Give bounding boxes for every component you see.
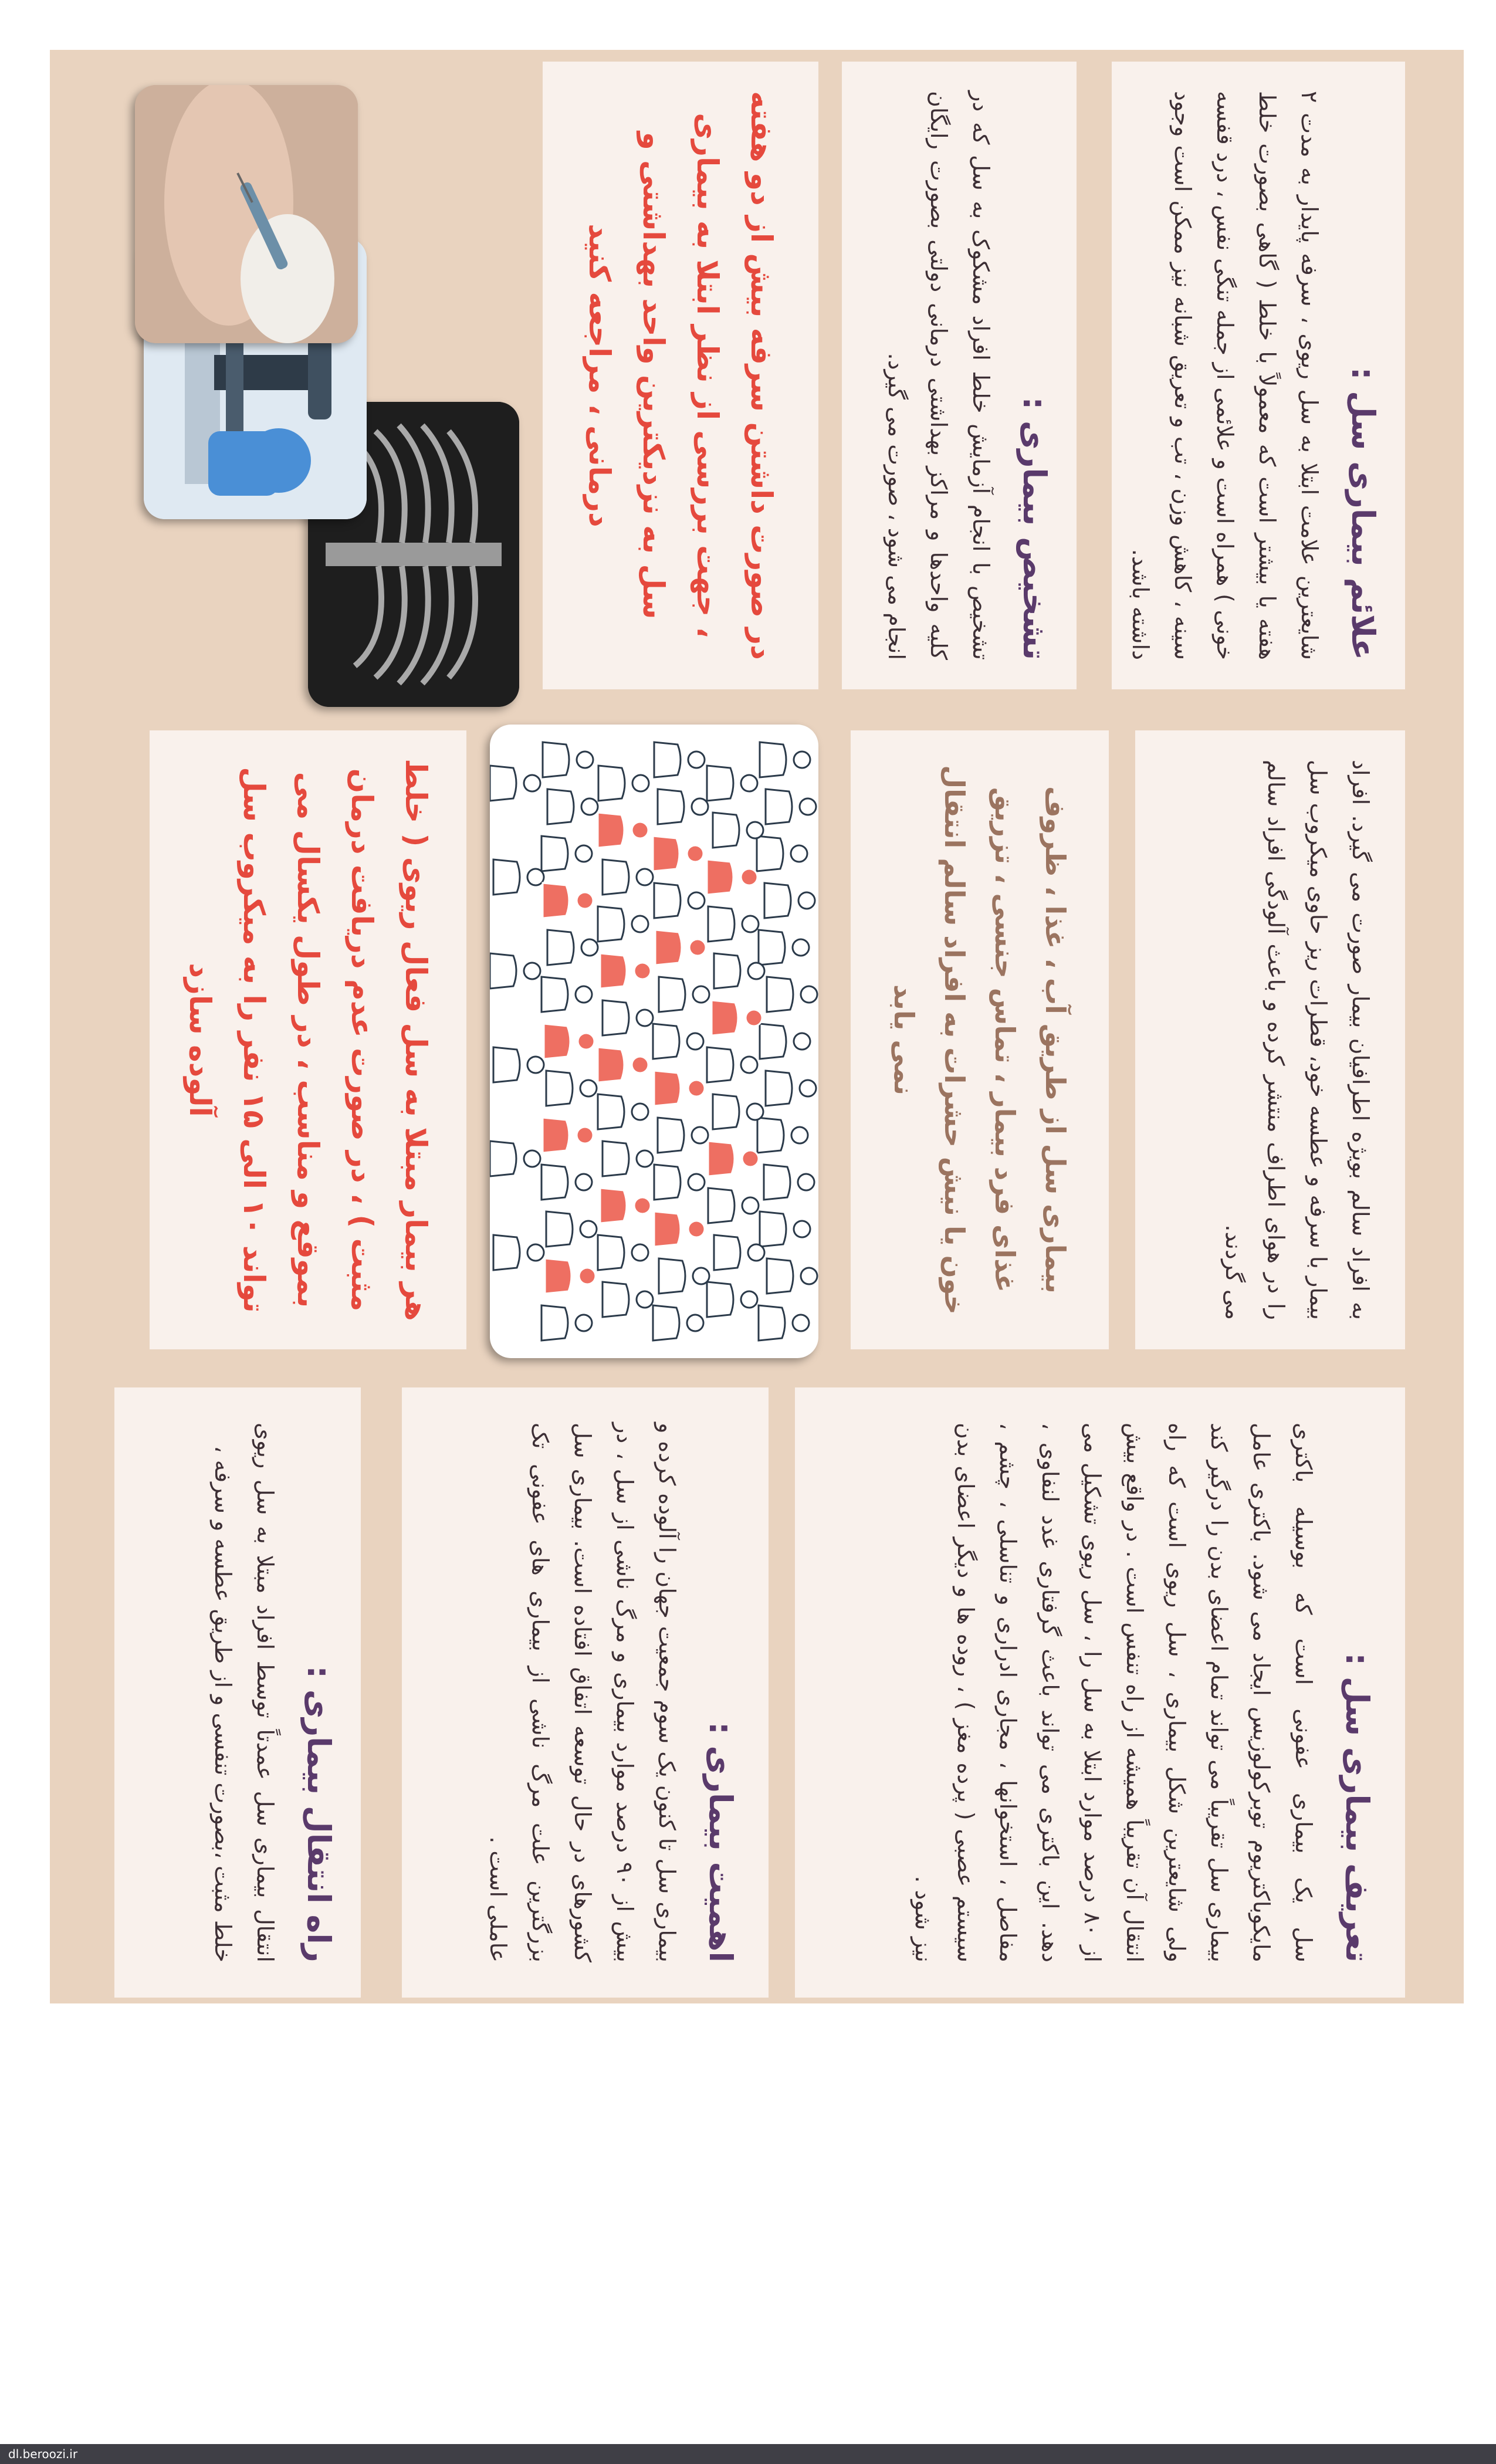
transmission-title: راه انتقال بیماری : bbox=[300, 1666, 337, 1962]
transmission-body: انتقال بیماری سل عمدتاً توسط افراد مبتلا به سل ریوی خلط مثبت ،بصورت تنفسی و از طریق عطسه و سرفه ، bbox=[210, 1423, 278, 1962]
infectivity-panel bbox=[150, 730, 466, 1349]
importance-title: اهمیت بیماری : bbox=[702, 1722, 739, 1962]
transmission-continued-panel bbox=[1135, 730, 1405, 1349]
diagnosis-title: تشخیص بیماری : bbox=[1016, 397, 1053, 660]
transmission-panel bbox=[114, 1387, 361, 1998]
not-transmitted-panel bbox=[851, 730, 1109, 1349]
brochure-content bbox=[50, 50, 1464, 2003]
importance-body: بیماری سل تا کنون یک سوم جمعیت جهان را آلوده کرده و بیش از ۹۰ درصد موارد بیماری و مرگ ناشی از سل ، در کشورهای در حال توسعه اتفاق افتاده است. بیماری سل بزرگترین علت مرگ ناشی از بیماری های عفونی تک عاملی است . bbox=[485, 1423, 680, 1962]
diagnosis-panel bbox=[842, 62, 1077, 689]
symptoms-panel bbox=[1112, 62, 1405, 689]
not-transmitted-text: بیماری سل از طریق آب ، غذا ، ظروف غذای فرد بیمار ، تماس جنسی ، تزریق خون یا نیش حشرات به افراد سالم انتقال نمی یابد bbox=[888, 765, 1071, 1315]
injection-photo bbox=[135, 85, 358, 343]
infectivity-text: هر بیمار مبتلا به سل فعال ریوی ( خلط مثبت ) ، در صورت عدم دریافت درمان بموقع و مناسب ، در طول یکسال می تواند ۱۰ الی ۱۵ نفر را به میکروب سل آلوده سازد bbox=[183, 759, 433, 1321]
definition-body: سل یک بیماری عفونی است که بوسیله باکتری مایکوباکتریوم توبرکولوزیس ایجاد می شود. باکتری عامل بیماری سل تقریباً می تواند تمام اعضای بدن را درگیر کند ولی شایعترین شکل بیماری ، سل ریوی است که راه انتقال آن تقریباً همیشه از راه تنفس است . در واقع بیش از ۸۰ درصد موارد ابتلا به سل را ، سل ریوی تشکیل می دهد. این باکتری می تواند باعث گرفتاری غدد لنفاوی ، مفاصل ، استخوانها ، مجاری ادراری و تناسلی ، چشم ، سیستم عصبی ( پرده مغز ) ، روده ها و دیگر اعضای بدن نیز شود . bbox=[911, 1423, 1316, 1962]
definition-panel bbox=[795, 1387, 1405, 1998]
transmission-continued-body: به افراد سالم بویژه اطرافیان بیمار صورت می گیرد. افراد بیمار با سرفه و عطسه خود، قطرات ریز حاوی میکروب سل را در هوای اطراف منتشر کرده و باعث آلودگی افراد سالم می گردند. bbox=[1221, 760, 1373, 1320]
symptoms-body: شایعترین علامت ابتلا به سل ریوی ، سرفه پایدار به مدت ۲ هفته یا بیشتر است که معمولاً با خلط ( گاهی بصورت خلط خونی ) همراه است و علائمی از جمله تنگی نفس ، درد قفسه سینه ، کاهش وزن ، تب و تعریق شبانه نیز ممکن است وجود داشته باشد. bbox=[1128, 91, 1322, 660]
footer-bar bbox=[0, 2444, 1496, 2464]
definition-title: تعریف بیماری سل : bbox=[1339, 1653, 1376, 1962]
crowd-illustration bbox=[490, 725, 818, 1358]
advice-text: در صورت داشتن سرفه بیش از دو هفته ، جهت بررسی از نظر ابتلا به بیماری سل به نزدیکترین واحد بهداشتی و درمانی ، مراجعه کنید bbox=[583, 91, 779, 660]
importance-panel bbox=[402, 1387, 769, 1998]
footer-text: dl.beroozi.ir bbox=[8, 2447, 78, 2461]
crowd-puzzle-figures bbox=[490, 725, 818, 1358]
brochure-sheet bbox=[50, 50, 1464, 2003]
injection-arm bbox=[135, 85, 358, 343]
symptoms-title: علائم بیماری سل : bbox=[1345, 367, 1382, 660]
advice-panel bbox=[543, 62, 818, 689]
diagnosis-body: تشخیص با انجام آزمایش خلط افراد مشکوک به سل که در کلیه واحدها و مراکز بهداشتی درمانی دولتی بصورت رایگان انجام می شود ، صورت می گیرد. bbox=[884, 91, 994, 660]
